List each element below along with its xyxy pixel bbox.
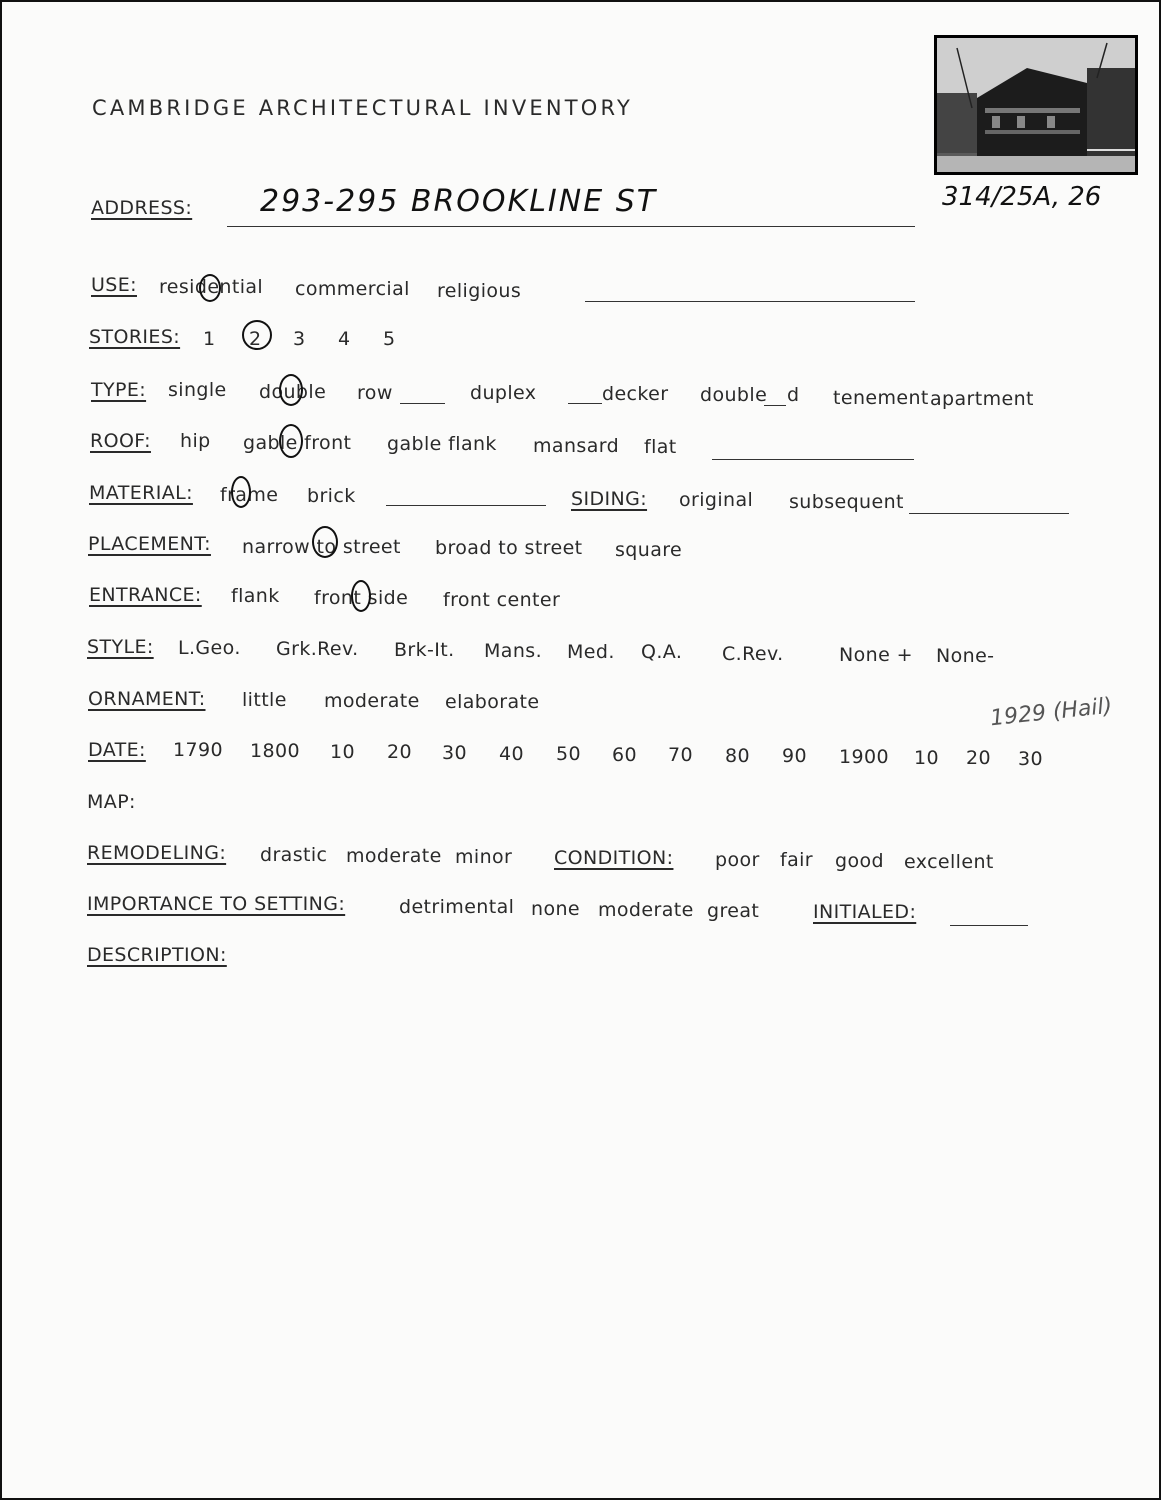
stories-3: 3 bbox=[293, 328, 306, 350]
ornament-moderate: moderate bbox=[324, 690, 420, 712]
style-grkrev: Grk.Rev. bbox=[276, 638, 359, 660]
condition-poor: poor bbox=[715, 849, 760, 871]
type-double-decker-line bbox=[764, 405, 786, 406]
placement-selection-mark bbox=[312, 526, 338, 558]
type-apartment: apartment bbox=[930, 388, 1034, 410]
type-row-line bbox=[400, 403, 445, 404]
address-line bbox=[227, 226, 915, 227]
use-commercial: commercial bbox=[295, 278, 410, 300]
style-none-plus: None + bbox=[839, 644, 913, 666]
material-selection-mark bbox=[231, 476, 251, 508]
stories-selection-mark bbox=[242, 320, 272, 350]
type-double-decker: double bbox=[700, 384, 768, 406]
siding-other-line bbox=[909, 513, 1069, 514]
use-label: USE: bbox=[91, 274, 137, 296]
roof-hip: hip bbox=[180, 430, 211, 452]
remodeling-moderate: moderate bbox=[346, 845, 442, 867]
parcel-number: 314/25A, 26 bbox=[942, 182, 1102, 212]
roof-label: ROOF: bbox=[90, 430, 151, 452]
entrance-front-side: front side bbox=[314, 587, 409, 609]
remodeling-label: REMODELING: bbox=[87, 842, 227, 864]
ornament-little: little bbox=[242, 689, 287, 711]
initialed-line bbox=[950, 925, 1028, 926]
type-row: row bbox=[357, 382, 393, 404]
entrance-front-center: front center bbox=[443, 589, 561, 611]
stories-2: 2 bbox=[249, 328, 262, 350]
type-d: d bbox=[787, 384, 800, 406]
date-1820: 20 bbox=[387, 741, 412, 763]
type-tenement: tenement bbox=[833, 387, 929, 409]
importance-none: none bbox=[531, 898, 580, 920]
ornament-elaborate: elaborate bbox=[445, 691, 540, 713]
placement-broad: broad to street bbox=[435, 537, 583, 559]
style-lgeo: L.Geo. bbox=[178, 637, 241, 659]
address-label: ADDRESS: bbox=[91, 197, 193, 219]
style-qa: Q.A. bbox=[641, 641, 683, 663]
siding-original: original bbox=[679, 489, 754, 511]
placement-label: PLACEMENT: bbox=[88, 533, 211, 555]
date-label: DATE: bbox=[88, 739, 146, 761]
roof-gable-front: gable front bbox=[243, 432, 352, 454]
stories-1: 1 bbox=[203, 328, 216, 350]
style-label: STYLE: bbox=[87, 636, 154, 658]
importance-great: great bbox=[707, 900, 760, 922]
date-1800: 1800 bbox=[250, 740, 300, 762]
type-decker: decker bbox=[602, 383, 669, 405]
address-value: 293-295 BROOKLINE ST bbox=[260, 184, 658, 219]
date-1860: 60 bbox=[612, 744, 637, 766]
type-single: single bbox=[168, 379, 227, 401]
roof-mansard: mansard bbox=[533, 435, 620, 457]
date-1830: 30 bbox=[442, 742, 467, 764]
map-label: MAP: bbox=[87, 791, 136, 813]
use-other-line bbox=[585, 301, 915, 302]
entrance-flank: flank bbox=[231, 585, 280, 607]
condition-label: CONDITION: bbox=[554, 847, 674, 869]
type-decker-line bbox=[568, 403, 602, 404]
type-double: double bbox=[259, 381, 327, 403]
remodeling-drastic: drastic bbox=[260, 844, 328, 866]
initialed-label: INITIALED: bbox=[813, 901, 917, 923]
roof-other-line bbox=[712, 459, 914, 460]
style-mans: Mans. bbox=[484, 640, 543, 662]
date-1890: 90 bbox=[782, 745, 807, 767]
material-frame: frame bbox=[220, 484, 279, 506]
condition-excellent: excellent bbox=[904, 851, 994, 873]
style-crev: C.Rev. bbox=[722, 643, 784, 665]
siding-label: SIDING: bbox=[571, 488, 648, 510]
use-religious: religious bbox=[437, 280, 522, 302]
date-1850: 50 bbox=[556, 743, 581, 765]
date-1810: 10 bbox=[330, 741, 355, 763]
style-none-minus: None- bbox=[936, 645, 995, 667]
roof-flat: flat bbox=[644, 436, 677, 458]
entrance-selection-mark bbox=[351, 580, 371, 612]
roof-gable-flank: gable flank bbox=[387, 433, 497, 455]
house-photo bbox=[934, 35, 1138, 175]
style-brkit: Brk-It. bbox=[394, 639, 455, 661]
date-1920: 20 bbox=[966, 747, 991, 769]
date-1930: 30 bbox=[1018, 748, 1043, 770]
roof-selection-mark bbox=[279, 424, 303, 458]
importance-label: IMPORTANCE TO SETTING: bbox=[87, 893, 346, 915]
use-residential: residential bbox=[159, 276, 264, 298]
form-title: CAMBRIDGE ARCHITECTURAL INVENTORY bbox=[92, 96, 634, 120]
description-label: DESCRIPTION: bbox=[87, 944, 227, 966]
type-label: TYPE: bbox=[91, 379, 147, 401]
date-1870: 70 bbox=[668, 744, 693, 766]
material-other-line bbox=[386, 505, 546, 506]
date-note: 1929 (Hail) bbox=[989, 693, 1114, 732]
stories-label: STORIES: bbox=[89, 326, 181, 348]
stories-4: 4 bbox=[338, 328, 351, 350]
ornament-label: ORNAMENT: bbox=[88, 688, 206, 710]
material-label: MATERIAL: bbox=[89, 482, 193, 504]
date-1840: 40 bbox=[499, 743, 524, 765]
type-selection-mark bbox=[279, 374, 303, 406]
siding-subsequent: subsequent bbox=[789, 491, 904, 513]
type-duplex: duplex bbox=[470, 382, 537, 404]
condition-good: good bbox=[835, 850, 884, 872]
condition-fair: fair bbox=[780, 849, 814, 871]
date-1880: 80 bbox=[725, 745, 750, 767]
style-med: Med. bbox=[567, 641, 615, 663]
date-1900: 1900 bbox=[839, 746, 889, 768]
importance-moderate: moderate bbox=[598, 899, 694, 921]
stories-5: 5 bbox=[383, 328, 396, 350]
entrance-label: ENTRANCE: bbox=[89, 584, 202, 606]
date-1790: 1790 bbox=[173, 739, 223, 761]
importance-detrimental: detrimental bbox=[399, 896, 515, 918]
placement-square: square bbox=[615, 539, 683, 561]
placement-narrow: narrow to street bbox=[242, 536, 401, 558]
material-brick: brick bbox=[307, 485, 356, 507]
remodeling-minor: minor bbox=[455, 846, 513, 868]
date-1910: 10 bbox=[914, 747, 939, 769]
use-selection-mark bbox=[199, 274, 221, 302]
